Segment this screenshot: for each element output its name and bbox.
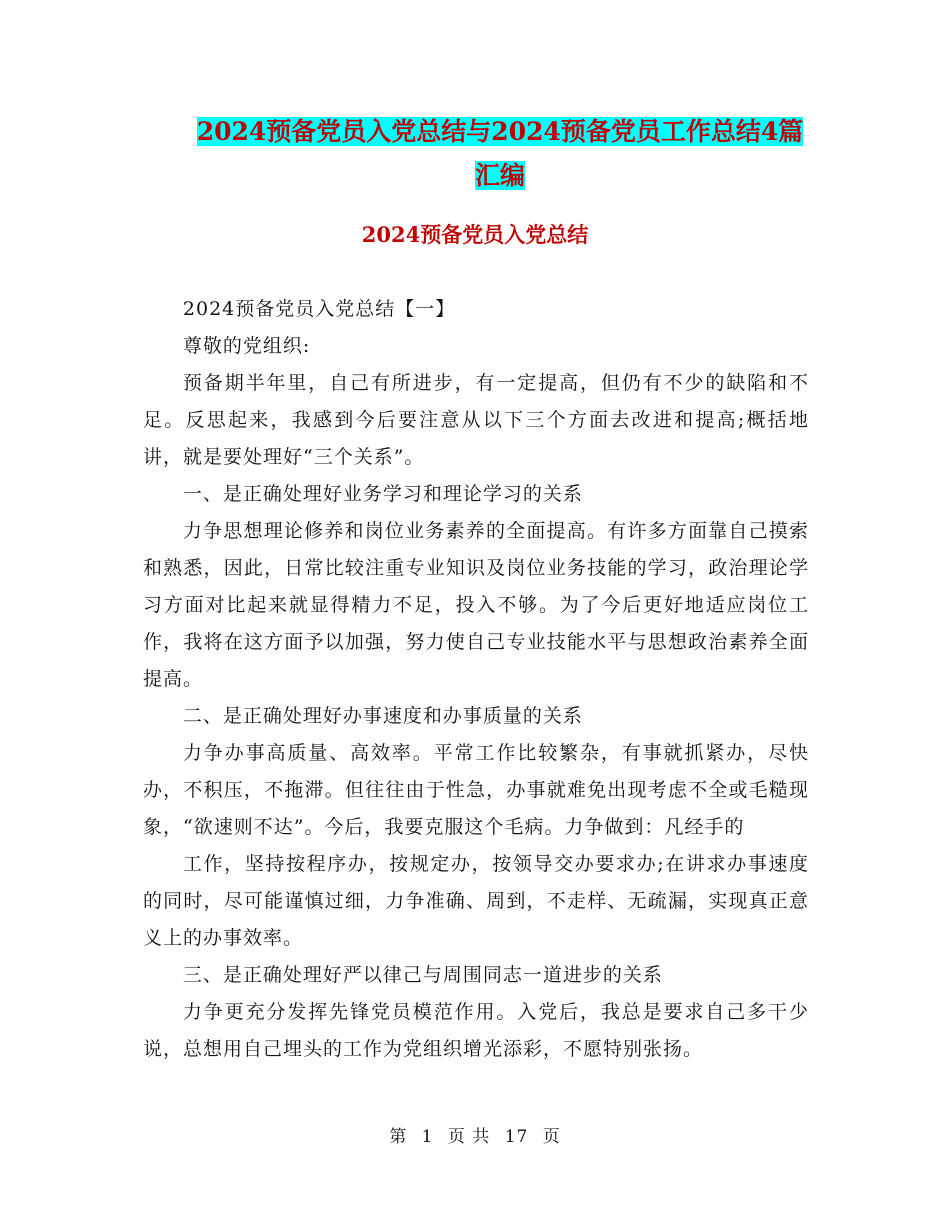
footer-page-number: 1: [421, 1127, 434, 1147]
paragraph: 预备期半年里，自己有所进步，有一定提高，但仍有不少的缺陷和不足。反思起来，我感到今后要注意从以下三个方面去改进和提高;概括地讲，就是要处理好“三个关系”。: [143, 372, 809, 468]
document-title: [140, 110, 860, 198]
paragraph: 二、是正确处理好办事速度和办事质量的关系: [182, 705, 583, 727]
paragraph: 力争更充分发挥先锋党员模范作用。入党后，我总是要求自己多干少说，总想用自己埋头的工作为党组织增光添彩，不愿特别张扬。: [143, 1001, 809, 1060]
paragraph: 力争办事高质量、高效率。平常工作比较繁杂，有事就抓紧办，尽快办，不积压，不拖滞。但往往由于性急，办事就难免出现考虑不全或毛糙现象，“欲速则不达”。今后，我要克服这个毛病。力争做到：凡经手的: [143, 742, 809, 838]
paragraph: 工作，坚持按程序办，按规定办，按领导交办要求办;在讲求办事速度的同时，尽可能谨慎过细，力争准确、周到，不走样、无疏漏，实现真正意义上的办事效率。: [143, 853, 809, 949]
paragraph: 三、是正确处理好严以律己与周围同志一道进步的关系: [182, 964, 663, 986]
document-title-line1: 2024预备党员入党总结与2024预备党员工作总结4篇: [196, 117, 804, 146]
document-body: [143, 291, 809, 1068]
paragraph: 2024预备党员入党总结【一】: [182, 298, 456, 320]
footer-prefix: 第: [389, 1127, 408, 1147]
footer-middle: 页 共: [447, 1127, 491, 1147]
paragraph: 力争思想理论修养和岗位业务素养的全面提高。有许多方面靠自己摸索和熟悉，因此，日常比较注重专业知识及岗位业务技能的学习，政治理论学习方面对比起来就显得精力不足，投入不够。为了今后更好地适应岗位工作，我将在这方面予以加强，努力使自己专业技能水平与思想政治素养全面提高。: [143, 520, 809, 690]
page-footer: [0, 1124, 950, 1150]
footer-total-pages: 17: [504, 1127, 529, 1147]
section-title: 2024预备党员入党总结: [361, 222, 589, 247]
document-title-line2: 汇编: [474, 161, 525, 190]
footer-suffix: 页: [542, 1127, 561, 1147]
paragraph: 一、是正确处理好业务学习和理论学习的关系: [182, 483, 583, 505]
paragraph: 尊敬的党组织:: [182, 335, 311, 357]
